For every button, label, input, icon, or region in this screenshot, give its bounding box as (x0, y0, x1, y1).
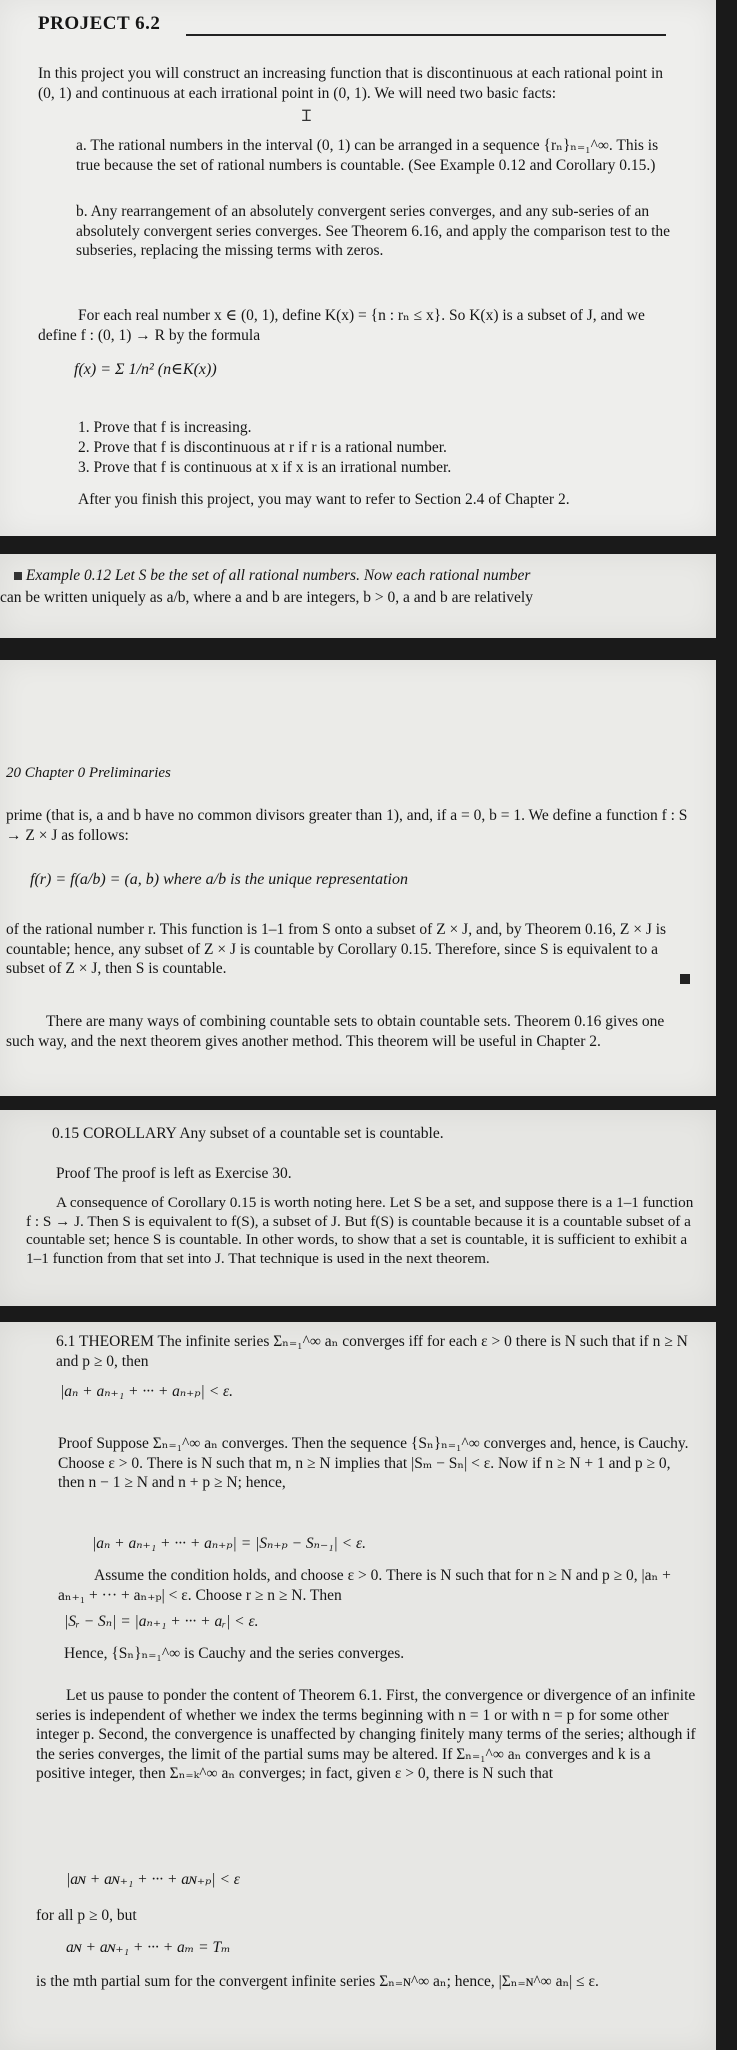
heading-rule (186, 34, 666, 36)
closing-paragraph: After you finish this project, you may want to refer to Section 2.4 of Chapter 2. (78, 491, 570, 508)
theorem-proof: Proof Suppose Σₙ₌₁^∞ aₙ converges. Then the sequence {Sₙ}ₙ₌₁^∞ converges and, hence, is Cauchy. Choose ε > 0. There is N such that m, n ≥ N implies that |Sₘ − Sₙ| < ε. Now if n ≥ N + 1 and p ≥ 0, then n − 1 ≥ N and n + p ≥ N; hence, (58, 1435, 689, 1491)
example-panel (0, 554, 716, 638)
qed-square-icon (680, 974, 690, 984)
proof-inequality: |aₙ + aₙ₊₁ + ··· + aₙ₊ₚ| = |Sₙ₊ₚ − Sₙ₋₁| < ε. (92, 1535, 366, 1552)
example-line-2: can be written uniquely as a/b, where a and b are integers, b > 0, a and b are relatively (0, 589, 533, 606)
corollary-body: A consequence of Corollary 0.15 is worth noting here. Let S be a set, and suppose there is a 1–1 function f : S → J. Then S is equivalent to f(S), a subset of J. But f(S) is countable because it is a countable subset of a countable set; hence S is countable. In other words, to show that a set is countable, it is sufficient to exhibit a 1–1 function from that set into J. That technique is used in the next theorem. (26, 1194, 694, 1267)
tail-sum: aɴ + aɴ₊₁ + ··· + aₘ = Tₘ (66, 1939, 231, 1956)
formula: f(x) = Σ 1/n² (n∈K(x)) (74, 361, 217, 378)
fact-a: a. The rational numbers in the interval (0, 1) can be arranged in a sequence {rₙ}ₙ₌₁^∞. This is true because the set of rational numbers is countable. (See Example 0.12 and Corollary 0.15.) (76, 137, 659, 174)
project-panel (0, 0, 716, 536)
page-header: 20 Chapter 0 Preliminaries (6, 765, 171, 781)
theorem-inequality: |aₙ + aₙ₊₁ + ··· + aₙ₊ₚ| < ε. (60, 1383, 234, 1400)
corollary-proof: Proof The proof is left as Exercise 30. (56, 1165, 292, 1182)
prelim-text-2: of the rational number r. This function is 1–1 from S onto a subset of Z × J, and, by Theorem 0.16, Z × J is countable; hence, any subset of Z × J is countable by Corollary 0.15. Therefore, since S is equivalent to a subset of Z × J, then S is countable. (6, 921, 667, 977)
task-1: 1. Prove that f is increasing. (78, 419, 252, 436)
example-line-1: Example 0.12 Let S be the set of all rational numbers. Now each rational number (14, 566, 714, 586)
assume-paragraph: Assume the condition holds, and choose ε > 0. There is N such that for n ≥ N and p ≥ 0, |aₙ + aₙ₊₁ + ··· + aₙ₊ₚ| < ε. Choose r ≥ n ≥ N. Then (58, 1567, 671, 1604)
hence-line: Hence, {Sₙ}ₙ₌₁^∞ is Cauchy and the series converges. (64, 1645, 405, 1662)
preliminaries-panel (0, 660, 716, 1096)
definition-paragraph: For each real number x ∈ (0, 1), define K(x) = {n : rₙ ≤ x}. So K(x) is a subset of J, and we define f : (0, 1) → R by the formula (38, 307, 645, 344)
theorem-statement: 6.1 THEOREM The infinite series Σₙ₌₁^∞ aₙ converges iff for each ε > 0 there is N such that if n ≥ N and p ≥ 0, then (56, 1333, 688, 1370)
task-3: 3. Prove that f is continuous at x if x is an irrational number. (78, 459, 452, 476)
task-2: 2. Prove that f is discontinuous at r if r is a rational number. (78, 439, 447, 456)
corollary-panel (0, 1110, 716, 1306)
corollary-statement: 0.15 COROLLARY Any subset of a countable set is countable. (52, 1125, 444, 1142)
partial-sum-inequality: |Sᵣ − Sₙ| = |aₙ₊₁ + ··· + aᵣ| < ε. (64, 1613, 259, 1630)
bullet-square-icon (14, 572, 22, 580)
fact-b: b. Any rearrangement of an absolutely convergent series converges, and any sub-series of an absolutely convergent series converges. See Theorem 6.16, and apply the comparison test to the subseries, replacing the missing terms with zeros. (76, 203, 671, 259)
forall-line: for all p ≥ 0, but (36, 1907, 137, 1924)
final-line: is the mth partial sum for the convergent infinite series Σₙ₌ɴ^∞ aₙ; hence, |Σₙ₌ɴ^∞ aₙ| ≤ ε. (36, 1973, 599, 1990)
text-cursor-icon: Ɪ (302, 106, 311, 125)
project-heading: PROJECT 6.2 (38, 13, 161, 34)
prelim-formula: f(r) = f(a/b) = (a, b) where a/b is the unique representation (30, 871, 408, 888)
intro-paragraph: In this project you will construct an increasing function that is discontinuous at each rational point in (0, 1) and continuous at each irrational point in (0, 1). We will need two basic facts: (38, 65, 664, 102)
tail-inequality: |aɴ + aɴ₊₁ + ··· + aɴ₊ₚ| < ε (66, 1871, 240, 1888)
ponder-paragraph: Let us pause to ponder the content of Theorem 6.1. First, the convergence or divergence of an infinite series is independent of whether we index the terms beginning with n = 1 or with n = p for some other integer p. Second, the convergence is unaffected by changing finitely many terms of the series; although if the series converges, the limit of the partial sums may be altered. If Σₙ₌₁^∞ aₙ converges and k is a positive integer, then Σₙ₌ₖ^∞ aₙ converges; in fact, given ε > 0, there is N such that (36, 1687, 696, 1782)
prelim-text-3: There are many ways of combining countable sets to obtain countable sets. Theorem 0.16 gives one such way, and the next theorem gives another method. This theorem will be useful in Chapter 2. (6, 1013, 665, 1050)
prelim-text-1: prime (that is, a and b have no common divisors greater than 1), and, if a = 0, b = 1. We define a function f : S → Z × J as follows: (6, 807, 688, 844)
theorem-panel (0, 1322, 716, 2050)
